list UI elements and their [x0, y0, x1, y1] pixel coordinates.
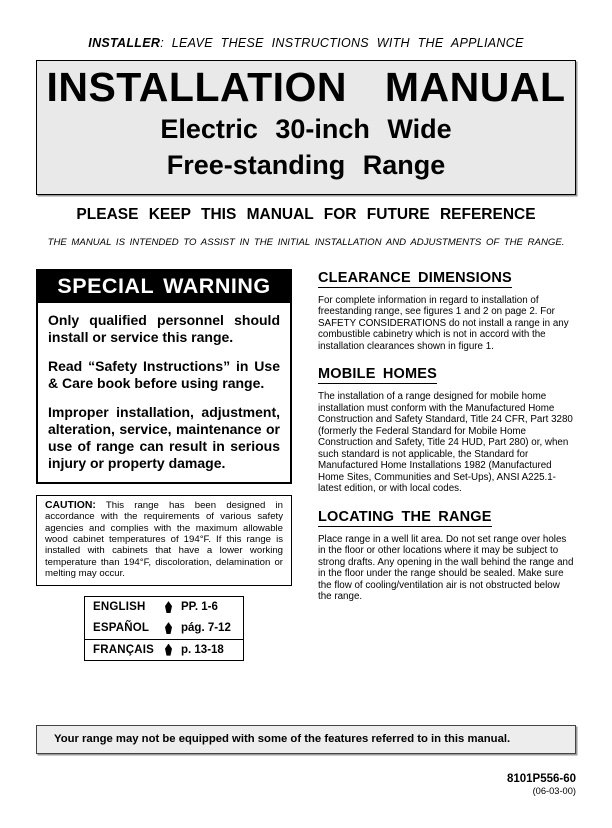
- section-clearance-dimensions: [318, 269, 576, 353]
- features-note-box: [36, 725, 576, 754]
- title-box: [36, 60, 576, 195]
- part-number: 8101P556-60: [506, 773, 576, 785]
- language-row-francais: [85, 639, 243, 660]
- arrow-icon: [165, 601, 172, 613]
- warning-paragraph: Improper installation, adjustment, alteration, service, maintenance or use of range can result in serious injury or property damage.: [48, 403, 280, 471]
- caution-text: [45, 500, 283, 580]
- special-warning-box: [36, 269, 292, 484]
- section-body: The installation of a range designed for mobile home installation must conform with the Manufactured Home Construction and Safety Standard, Title 24 CFR, Part 3280 (formerly the Federal Standard for Mobile Home Construction and Safety, Title 24 HUD, Part 280) or, when such standard is not applicable, the Standard for Manufactured Home Installations 1982 (Manufactured Home Sites, Communities and Set-Ups), ANSI A225.1-latest edition, or with local codes.: [318, 391, 573, 495]
- section-heading: LOCATING THE RANGE: [318, 508, 492, 525]
- language-pages: p. 13-18: [181, 643, 224, 656]
- language-pages: PP. 1-6: [181, 601, 218, 614]
- arrow-icon: [165, 644, 172, 656]
- arrow-icon: [165, 622, 172, 634]
- section-mobile-homes: [318, 365, 576, 495]
- manual-title: INSTALLATION MANUAL: [46, 64, 566, 110]
- manual-subtitle-2: Free-standing Range: [166, 150, 446, 181]
- features-note-text: Your range may not be equipped with some of the features referred to in this manual.: [54, 733, 511, 745]
- language-pages: pág. 7-12: [181, 622, 231, 635]
- special-warning-body: [38, 303, 290, 482]
- caution-lead: CAUTION:: [45, 499, 96, 511]
- special-warning-heading: SPECIAL WARNING: [38, 271, 290, 303]
- language-row-espanol: [85, 618, 243, 639]
- installer-notice-rest: : LEAVE THESE INSTRUCTIONS WITH THE APPLIANCE: [160, 36, 524, 50]
- two-column-area: [36, 269, 576, 661]
- manual-subtitle-1: Electric 30-inch Wide: [160, 113, 452, 144]
- left-column: [36, 269, 292, 661]
- language-label: ESPAÑOL: [93, 622, 150, 635]
- section-heading: MOBILE HOMES: [318, 366, 437, 383]
- right-column: [318, 269, 576, 616]
- intent-line: THE MANUAL IS INTENDED TO ASSIST IN THE INITIAL INSTALLATION AND ADJUSTMENTS OF THE RANGE.: [47, 236, 565, 248]
- language-row-english: [85, 597, 243, 618]
- language-label: FRANÇAIS: [93, 643, 155, 656]
- manual-page: [0, 36, 612, 828]
- installer-notice: [36, 36, 576, 50]
- installer-notice-lead: INSTALLER: [88, 36, 161, 50]
- keep-manual-line: PLEASE KEEP THIS MANUAL FOR FUTURE REFERENCE: [76, 205, 536, 223]
- document-number-block: [507, 773, 576, 796]
- caution-body: This range has been designed in accordance with the requirements of various safety agencies and complies with the maximum allowable wood cabinet temperatures of 194°F. If this range is installed with cabinets that have a lower working temperature than 194°F, discoloration, delamination or melting may occur.: [45, 499, 283, 580]
- warning-paragraph: Only qualified personnel should install or service this range.: [48, 311, 280, 345]
- section-body: For complete information in regard to installation of freestanding range, see figures 1 and 2 on page 2. For SAFETY CONSIDERATIONS do not install a range in any combustible cabinetry which is not in accord with the installation clearances shown in figure 1.: [318, 294, 569, 352]
- section-heading: CLEARANCE DIMENSIONS: [318, 269, 512, 286]
- warning-paragraph: Read “Safety Instructions” in Use & Care book before using range.: [48, 357, 280, 391]
- section-body: Place range in a well lit area. Do not set range over holes in the floor or other locations where it may be subject to strong drafts. Any opening in the wall behind the range and in the floor under the range should be sealed. Make sure the flow of cooling/ventilation air is not obstructed below the range.: [318, 533, 574, 603]
- revision-date: (06-03-00): [532, 786, 576, 796]
- section-locating-the-range: [318, 508, 576, 603]
- language-page-table: [84, 596, 244, 661]
- caution-box: [36, 495, 292, 586]
- language-label: ENGLISH: [93, 601, 146, 614]
